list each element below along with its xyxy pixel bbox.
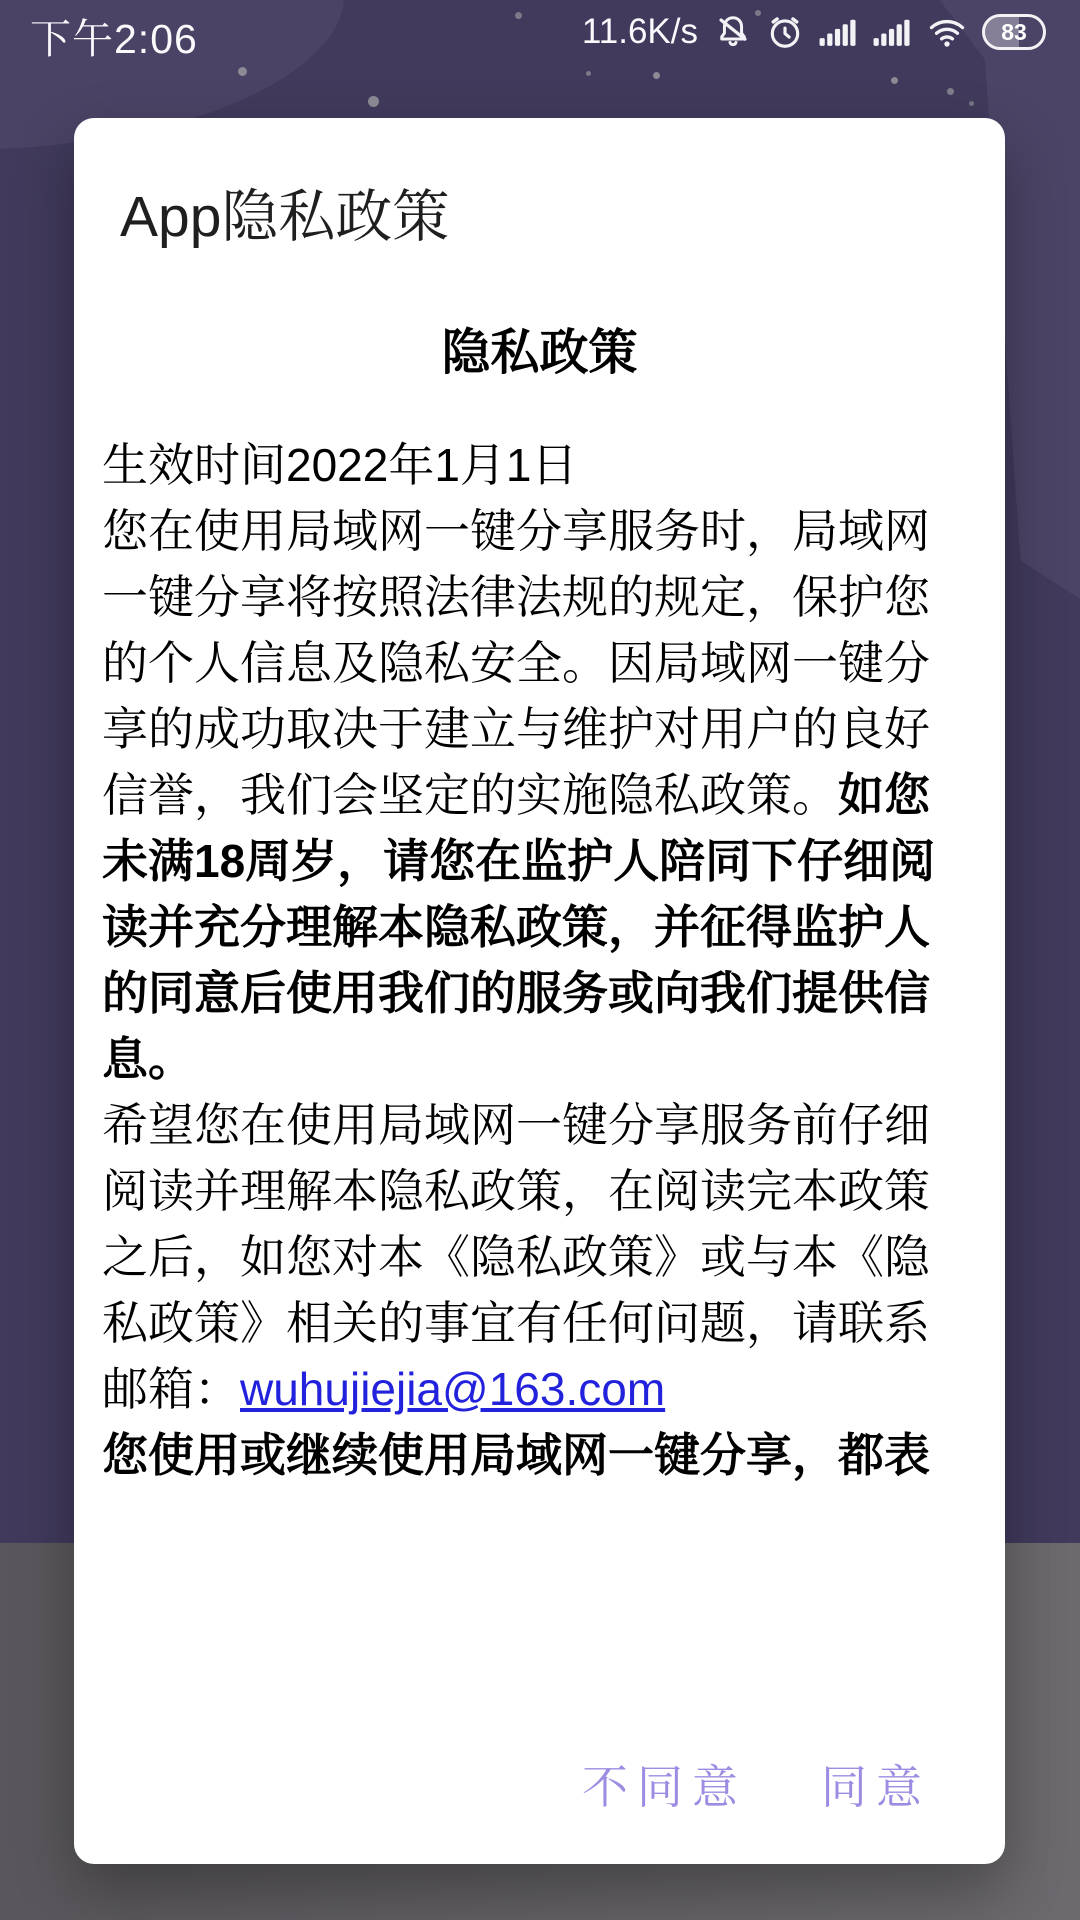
paragraph-1-bold: 如您未满18周岁，请您在监护人陪同下仔细阅读并充分理解本隐私政策，并征得监护人的同意后使用我们的服务或向我们提供信息。 [102,769,936,1085]
wallpaper-dot [586,71,591,76]
signal-icon [872,13,912,51]
policy-content [102,432,952,1488]
privacy-policy-dialog [74,118,1005,1864]
wallpaper-dot [368,96,379,107]
effective-date: 生效时间2022年1月1日 [102,439,578,491]
wallpaper-dot [653,72,660,79]
wallpaper-dot [969,101,974,106]
dialog-button-row [74,1760,1005,1864]
status-bar [0,0,1080,64]
paragraph-2-normal: 希望您在使用局域网一键分享服务前仔细阅读并理解本隐私政策，在阅读完本政策之后，如您对本《隐私政策》或与本《隐私政策》相关的事宜有任何问题，请联系邮箱： [102,1099,930,1415]
policy-paragraph-2 [102,1092,952,1422]
status-bar-right [582,0,1046,64]
network-speed: 11.6K/s [581,12,698,51]
alarm-clock-icon [766,13,804,51]
wallpaper-dot [891,77,898,84]
policy-paragraph-1 [102,498,952,1092]
status-time: 下午2:06 [30,16,198,62]
policy-scroll-area[interactable] [74,252,1005,1760]
battery-percent: 83 [1001,18,1027,45]
wallpaper-dot [947,88,954,95]
battery-indicator [982,14,1046,50]
contact-email-link[interactable]: wuhujiejia@163.com [240,1363,666,1415]
wifi-icon [926,13,968,51]
disagree-button[interactable]: 不同意 [582,1761,747,1813]
policy-heading: 隐私政策 [441,326,638,380]
dialog-title: App隐私政策 [120,185,450,249]
signal-icon [818,13,858,51]
muted-bell-icon [714,13,752,51]
policy-paragraph-3: 您使用或继续使用局域网一键分享，都表 [102,1429,930,1481]
wallpaper-dot [238,67,247,76]
paragraph-1-normal: 您在使用局域网一键分享服务时，局域网一键分享将按照法律法规的规定，保护您的个人信息及隐私安全。因局域网一键分享的成功取决于建立与维护对用户的良好信誉，我们会坚定的实施隐私政策。 [102,505,930,821]
agree-button[interactable]: 同意 [821,1761,931,1813]
